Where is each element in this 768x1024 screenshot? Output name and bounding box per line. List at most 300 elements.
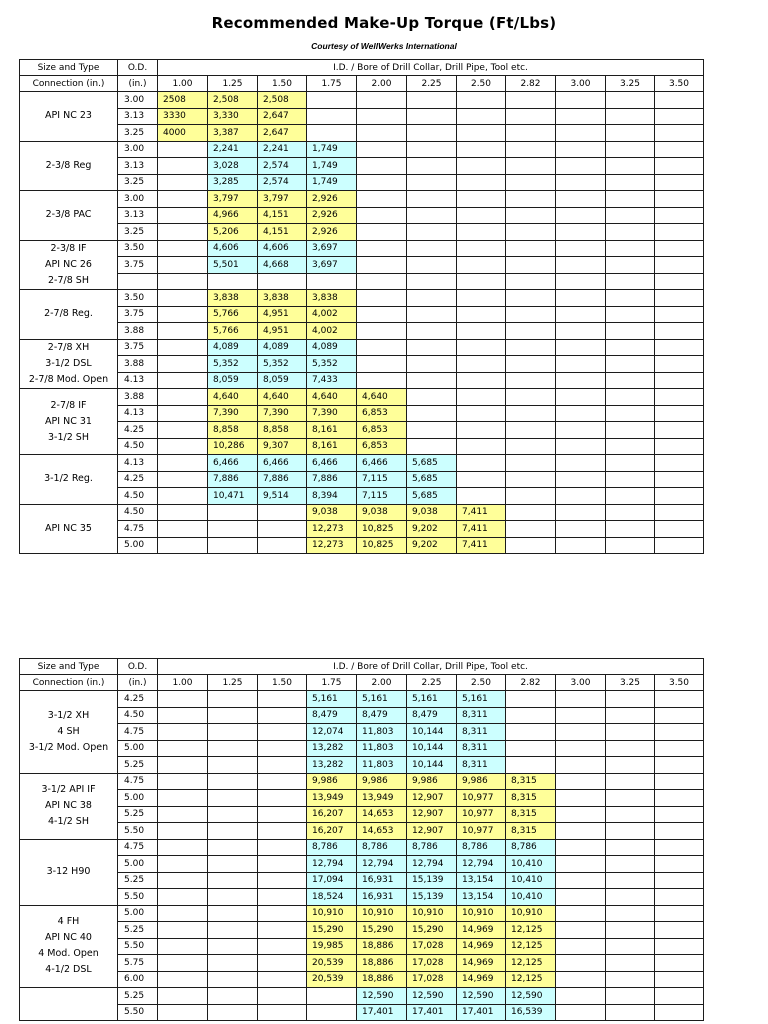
torque-value: 9,307	[258, 438, 307, 455]
empty-cell	[556, 521, 606, 538]
empty-cell	[158, 806, 208, 823]
torque-value: 16,207	[307, 806, 357, 823]
connection-line: API NC 38	[45, 800, 92, 811]
empty-cell	[357, 174, 407, 191]
torque-value: 4,640	[258, 389, 307, 406]
torque-value: 8,394	[307, 488, 357, 505]
torque-value: 6,466	[307, 455, 357, 472]
empty-cell	[655, 724, 704, 741]
empty-cell	[655, 872, 704, 889]
empty-cell	[506, 191, 556, 208]
torque-value: 8,315	[506, 790, 556, 807]
empty-cell	[457, 240, 506, 257]
torque-value: 10,825	[357, 521, 407, 538]
torque-value: 11,803	[357, 724, 407, 741]
torque-value: 4,089	[258, 339, 307, 356]
od-cell: 3.88	[118, 323, 158, 340]
od-cell: 4.50	[118, 504, 158, 521]
empty-cell	[506, 339, 556, 356]
empty-cell	[258, 922, 307, 939]
torque-value: 5,161	[357, 691, 407, 708]
torque-value: 8,311	[457, 707, 506, 724]
empty-cell	[655, 691, 704, 708]
empty-cell	[208, 707, 258, 724]
empty-cell	[655, 174, 704, 191]
empty-cell	[606, 988, 655, 1005]
empty-cell	[655, 158, 704, 175]
empty-cell	[556, 691, 606, 708]
connection-line: API NC 40	[45, 932, 92, 944]
torque-value: 4,606	[258, 240, 307, 257]
empty-cell	[556, 455, 606, 472]
connection-name	[20, 339, 118, 389]
table-row	[20, 872, 704, 889]
torque-value: 10,910	[307, 905, 357, 922]
torque-value: 7,886	[208, 471, 258, 488]
table-row	[20, 455, 704, 472]
table-row	[20, 955, 704, 972]
empty-cell	[606, 108, 655, 125]
empty-cell	[506, 356, 556, 373]
od-cell: 3.75	[118, 257, 158, 274]
torque-value: 17,401	[407, 1004, 457, 1021]
empty-cell	[457, 372, 506, 389]
empty-cell	[506, 158, 556, 175]
empty-cell	[258, 273, 307, 290]
empty-cell	[655, 191, 704, 208]
empty-cell	[357, 372, 407, 389]
empty-cell	[158, 158, 208, 175]
torque-value: 12,125	[506, 971, 556, 988]
od-cell: 5.00	[118, 740, 158, 757]
torque-value: 18,886	[357, 971, 407, 988]
torque-value: 3,330	[208, 108, 258, 125]
id-size-header: 2.82	[506, 675, 556, 691]
torque-value: 2,241	[258, 141, 307, 158]
torque-value: 5,352	[307, 356, 357, 373]
empty-cell	[655, 290, 704, 307]
torque-value: 9,986	[357, 773, 407, 790]
empty-cell	[357, 207, 407, 224]
od-cell: 3.50	[118, 240, 158, 257]
connection-name	[20, 92, 118, 142]
empty-cell	[158, 504, 208, 521]
empty-cell	[506, 707, 556, 724]
empty-cell	[258, 504, 307, 521]
empty-cell	[457, 389, 506, 406]
table-row	[20, 290, 704, 307]
empty-cell	[556, 257, 606, 274]
torque-value: 18,886	[357, 938, 407, 955]
empty-cell	[606, 889, 655, 906]
table-row	[20, 707, 704, 724]
table-row	[20, 92, 704, 109]
torque-value: 1,749	[307, 158, 357, 175]
torque-value: 10,144	[407, 757, 457, 774]
empty-cell	[655, 971, 704, 988]
torque-value: 8,479	[307, 707, 357, 724]
torque-value: 7,411	[457, 504, 506, 521]
empty-cell	[606, 724, 655, 741]
table-row	[20, 141, 704, 158]
empty-cell	[556, 389, 606, 406]
torque-value: 9,038	[307, 504, 357, 521]
empty-cell	[357, 339, 407, 356]
empty-cell	[655, 405, 704, 422]
torque-value: 8,786	[407, 839, 457, 856]
od-cell: 5.50	[118, 889, 158, 906]
empty-cell	[556, 872, 606, 889]
od-cell: 4.75	[118, 521, 158, 538]
torque-value: 3,838	[307, 290, 357, 307]
torque-value: 3,387	[208, 125, 258, 142]
empty-cell	[407, 191, 457, 208]
empty-cell	[258, 955, 307, 972]
connection-name	[20, 504, 118, 554]
torque-value: 2,926	[307, 207, 357, 224]
header-row	[20, 76, 704, 92]
empty-cell	[407, 372, 457, 389]
empty-cell	[158, 707, 208, 724]
torque-value: 13,949	[357, 790, 407, 807]
empty-cell	[208, 971, 258, 988]
empty-cell	[357, 257, 407, 274]
od-cell: 5.25	[118, 757, 158, 774]
empty-cell	[258, 938, 307, 955]
empty-cell	[208, 806, 258, 823]
empty-cell	[655, 521, 704, 538]
torque-value: 13,154	[457, 872, 506, 889]
empty-cell	[208, 521, 258, 538]
connection-name	[20, 191, 118, 241]
od-unit-header: (in.)	[118, 76, 158, 92]
empty-cell	[158, 422, 208, 439]
torque-value: 8,786	[357, 839, 407, 856]
od-cell: 4.13	[118, 405, 158, 422]
empty-cell	[655, 356, 704, 373]
table-row	[20, 207, 704, 224]
empty-cell	[506, 438, 556, 455]
connection-line: 3-1/2 API IF	[41, 784, 96, 795]
torque-value: 17,401	[457, 1004, 506, 1021]
od-cell: 3.13	[118, 158, 158, 175]
torque-value: 16,931	[357, 872, 407, 889]
empty-cell	[158, 922, 208, 939]
empty-cell	[655, 422, 704, 439]
id-size-header: 1.50	[258, 76, 307, 92]
empty-cell	[407, 405, 457, 422]
torque-value: 17,094	[307, 872, 357, 889]
connection-line: 3-1/2 SH	[48, 431, 89, 443]
torque-value: 10,144	[407, 724, 457, 741]
empty-cell	[606, 323, 655, 340]
torque-value: 4,002	[307, 323, 357, 340]
table-row	[20, 323, 704, 340]
od-cell: 3.13	[118, 207, 158, 224]
torque-value: 8,161	[307, 422, 357, 439]
connection-header: Connection (in.)	[20, 76, 118, 92]
empty-cell	[357, 273, 407, 290]
empty-cell	[158, 438, 208, 455]
empty-cell	[457, 455, 506, 472]
empty-cell	[556, 471, 606, 488]
empty-cell	[158, 191, 208, 208]
torque-value: 5,161	[457, 691, 506, 708]
connection-name	[20, 905, 118, 988]
id-size-header: 3.50	[655, 76, 704, 92]
empty-cell	[506, 125, 556, 142]
torque-value: 12,907	[407, 790, 457, 807]
torque-value: 9,986	[307, 773, 357, 790]
empty-cell	[655, 125, 704, 142]
od-cell: 5.25	[118, 922, 158, 939]
empty-cell	[258, 905, 307, 922]
torque-value: 7,115	[357, 488, 407, 505]
id-size-header: 3.00	[556, 76, 606, 92]
torque-value: 2,647	[258, 108, 307, 125]
empty-cell	[158, 306, 208, 323]
table-row	[20, 174, 704, 191]
empty-cell	[556, 790, 606, 807]
empty-cell	[407, 306, 457, 323]
torque-value: 20,539	[307, 955, 357, 972]
empty-cell	[357, 141, 407, 158]
torque-value: 10,910	[357, 905, 407, 922]
empty-cell	[606, 471, 655, 488]
empty-cell	[258, 707, 307, 724]
od-cell: 4.75	[118, 773, 158, 790]
empty-cell	[158, 823, 208, 840]
empty-cell	[158, 740, 208, 757]
empty-cell	[208, 823, 258, 840]
table-row	[20, 372, 704, 389]
id-size-header: 1.00	[158, 675, 208, 691]
torque-value: 17,028	[407, 971, 457, 988]
empty-cell	[556, 757, 606, 774]
empty-cell	[655, 955, 704, 972]
empty-cell	[457, 191, 506, 208]
od-cell: 4.50	[118, 488, 158, 505]
torque-value: 8,315	[506, 823, 556, 840]
torque-value: 15,290	[357, 922, 407, 939]
empty-cell	[606, 207, 655, 224]
empty-cell	[556, 889, 606, 906]
empty-cell	[158, 240, 208, 257]
torque-value: 6,853	[357, 405, 407, 422]
empty-cell	[556, 823, 606, 840]
empty-cell	[457, 405, 506, 422]
torque-value: 16,931	[357, 889, 407, 906]
id-bore-header: I.D. / Bore of Drill Collar, Drill Pipe, Tool etc.	[158, 60, 704, 76]
od-cell: 4.75	[118, 724, 158, 741]
empty-cell	[258, 971, 307, 988]
empty-cell	[506, 691, 556, 708]
torque-value: 8,858	[258, 422, 307, 439]
table-row	[20, 257, 704, 274]
torque-value: 4,640	[307, 389, 357, 406]
empty-cell	[556, 174, 606, 191]
connection-line: 2-7/8 IF	[50, 399, 87, 411]
empty-cell	[357, 240, 407, 257]
empty-cell	[357, 191, 407, 208]
torque-value: 9,038	[357, 504, 407, 521]
empty-cell	[506, 207, 556, 224]
empty-cell	[258, 806, 307, 823]
torque-value: 17,028	[407, 938, 457, 955]
id-size-header: 2.50	[457, 76, 506, 92]
torque-value: 16,207	[307, 823, 357, 840]
torque-value: 14,969	[457, 922, 506, 939]
empty-cell	[655, 240, 704, 257]
connection-name	[20, 290, 118, 340]
connection-line: API NC 26	[45, 258, 92, 270]
od-cell: 3.25	[118, 174, 158, 191]
torque-value: 6,466	[357, 455, 407, 472]
torque-value: 3,838	[258, 290, 307, 307]
empty-cell	[158, 372, 208, 389]
empty-cell	[606, 757, 655, 774]
empty-cell	[407, 240, 457, 257]
empty-cell	[506, 323, 556, 340]
connection-line: 3-12 H90	[46, 866, 91, 877]
empty-cell	[606, 872, 655, 889]
torque-value: 7,390	[258, 405, 307, 422]
size-type-header: Size and Type	[20, 659, 118, 675]
empty-cell	[655, 1004, 704, 1021]
table-row	[20, 988, 704, 1005]
od-cell: 3.25	[118, 125, 158, 142]
od-cell: 4.25	[118, 691, 158, 708]
empty-cell	[258, 839, 307, 856]
torque-value: 4,002	[307, 306, 357, 323]
table-row	[20, 740, 704, 757]
id-size-header: 1.75	[307, 76, 357, 92]
empty-cell	[208, 537, 258, 554]
empty-cell	[606, 191, 655, 208]
empty-cell	[606, 257, 655, 274]
table-row	[20, 405, 704, 422]
empty-cell	[357, 158, 407, 175]
torque-value: 17,401	[357, 1004, 407, 1021]
empty-cell	[407, 290, 457, 307]
empty-cell	[506, 273, 556, 290]
connection-line: API NC 31	[45, 415, 92, 427]
empty-cell	[258, 724, 307, 741]
torque-value: 9,514	[258, 488, 307, 505]
connection-line: API NC 35	[45, 522, 92, 534]
empty-cell	[457, 438, 506, 455]
od-cell: 5.25	[118, 872, 158, 889]
connection-name	[20, 691, 118, 774]
empty-cell	[606, 537, 655, 554]
empty-cell	[556, 971, 606, 988]
table-row	[20, 938, 704, 955]
table-row	[20, 922, 704, 939]
od-cell: 3.13	[118, 108, 158, 125]
empty-cell	[258, 790, 307, 807]
empty-cell	[556, 290, 606, 307]
table-row	[20, 158, 704, 175]
empty-cell	[606, 773, 655, 790]
torque-value: 8,161	[307, 438, 357, 455]
empty-cell	[158, 174, 208, 191]
empty-cell	[606, 740, 655, 757]
torque-value: 2,574	[258, 174, 307, 191]
empty-cell	[556, 724, 606, 741]
empty-cell	[158, 773, 208, 790]
od-cell: 5.50	[118, 823, 158, 840]
empty-cell	[208, 988, 258, 1005]
empty-cell	[606, 273, 655, 290]
empty-cell	[606, 438, 655, 455]
empty-cell	[655, 389, 704, 406]
empty-cell	[506, 405, 556, 422]
connection-line: 4-1/2 SH	[48, 816, 89, 827]
torque-value: 9,202	[407, 521, 457, 538]
od-cell: 3.50	[118, 290, 158, 307]
connection-name	[20, 141, 118, 191]
empty-cell	[655, 823, 704, 840]
od-cell: 3.88	[118, 389, 158, 406]
empty-cell	[357, 356, 407, 373]
empty-cell	[457, 323, 506, 340]
empty-cell	[506, 92, 556, 109]
od-cell: 3.75	[118, 339, 158, 356]
empty-cell	[556, 905, 606, 922]
empty-cell	[655, 224, 704, 241]
header-row	[20, 675, 704, 691]
empty-cell	[158, 955, 208, 972]
empty-cell	[606, 823, 655, 840]
empty-cell	[407, 125, 457, 142]
empty-cell	[407, 207, 457, 224]
empty-cell	[655, 537, 704, 554]
table-row	[20, 839, 704, 856]
table-row	[20, 125, 704, 142]
empty-cell	[506, 174, 556, 191]
empty-cell	[158, 889, 208, 906]
empty-cell	[407, 273, 457, 290]
torque-value: 12,590	[506, 988, 556, 1005]
empty-cell	[457, 158, 506, 175]
empty-cell	[655, 108, 704, 125]
torque-value: 7,115	[357, 471, 407, 488]
torque-value: 7,390	[307, 405, 357, 422]
od-cell: 5.25	[118, 988, 158, 1005]
table-row	[20, 521, 704, 538]
empty-cell	[208, 905, 258, 922]
empty-cell	[655, 372, 704, 389]
empty-cell	[556, 438, 606, 455]
torque-value: 8,479	[357, 707, 407, 724]
connection-line: 2-7/8 Reg.	[44, 308, 93, 320]
torque-value: 14,653	[357, 806, 407, 823]
torque-value: 5,766	[208, 306, 258, 323]
empty-cell	[556, 806, 606, 823]
torque-value: 2,574	[258, 158, 307, 175]
id-size-header: 2.00	[357, 76, 407, 92]
connection-line: API NC 23	[45, 110, 92, 122]
empty-cell	[556, 125, 606, 142]
table-row	[20, 224, 704, 241]
table-row	[20, 471, 704, 488]
empty-cell	[457, 174, 506, 191]
empty-cell	[158, 938, 208, 955]
empty-cell	[655, 207, 704, 224]
torque-value: 8,311	[457, 740, 506, 757]
torque-value: 4000	[158, 125, 208, 142]
connection-name	[20, 839, 118, 905]
